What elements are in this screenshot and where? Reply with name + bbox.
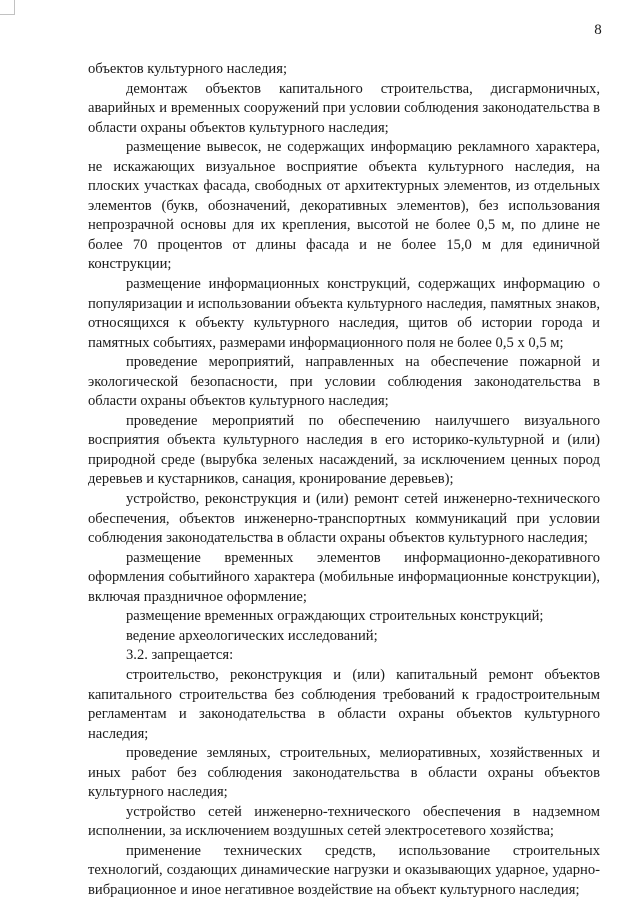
page-number: 8 [594,22,602,38]
list-item-info-structures: размещение информационных конструкций, содержащих информацию о популяризации и использовании объекта культурного наследия, памятных знаков, относящихся к объекту культурного наследия, щитов об истории города и памятных событиях, размерами информационного поля не более 0,5 х 0,5 м; [88,276,600,351]
list-item-visual-perception: проведение мероприятий по обеспечению наилучшего визуального восприятия объекта культурного наследия в его историко-культурной и (или) природной среде (вырубка зеленых насаждений, за исключением ценных пород деревьев и кустарников, санация, кронирование деревьев); [88,412,600,488]
list-item-dynamic-loads: применение технических средств, использование строительных технологий, создающих динамические нагрузки и оказывающих ударное, ударно-вибрационное и иное негативное воздействие на объект культурного наследия; [88,842,600,898]
list-item-fire-safety: проведение мероприятий, направленных на обеспечение пожарной и экологической безопасности, при условии соблюдения законодательства в области охраны объектов культурного наследия; [88,354,600,410]
list-item-dismantling: демонтаж объектов капитального строительства, дисгармоничных, аварийных и временных сооружений при условии соблюдения законодательства в области охраны объектов культурного наследия; [88,80,600,136]
paragraph-continuation: объектов культурного наследия; [88,61,288,77]
list-item-construction: строительство, реконструкция и (или) капитальный ремонт объектов капитального строительства без соблюдения требований к градостроительным регламентам и законодательства в области охраны объектов культурного наследия; [88,666,600,742]
list-item-archaeology: ведение археологических исследований; [126,627,378,644]
list-item-engineering-networks: устройство, реконструкция и (или) ремонт сетей инженерно-технического обеспечения, объектов инженерно-транспортных коммуникаций при условии соблюдения законодательства в области охраны объектов культурного наследия; [88,491,600,547]
list-item-signage: размещение вывесок, не содержащих информацию рекламного характера, не искажающих визуальное восприятие объекта культурного наследия, на плоских участках фасада, свободных от архитектурных элементов, из отдельных элементов (букв, обозначений, декоративных элементов), без использования непрозрачной основы для их крепления, высотой не более 0,5 м, по длине не более 70 процентов от длины фасада и не более 15,0 м для единичной конструкции; [88,139,600,273]
scan-corner-mark [0,0,15,15]
section-heading-prohibited: 3.2. запрещается: [126,647,234,664]
document-body [88,60,600,901]
list-item-overhead-networks: устройство сетей инженерно-технического обеспечения в надземном исполнении, за исключением воздушных сетей электросетевого хозяйства; [88,803,600,840]
list-item-temporary-fencing: размещение временных ограждающих строительных конструкций; [126,608,544,625]
list-item-temporary-decor: размещение временных элементов информационно-декоративного оформления событийного характера (мобильные информационные конструкции), включая праздничное оформление; [88,549,600,605]
list-item-earthworks: проведение земляных, строительных, мелиоративных, хозяйственных и иных работ без соблюдения законодательства в области охраны объектов культурного наследия; [88,745,600,801]
